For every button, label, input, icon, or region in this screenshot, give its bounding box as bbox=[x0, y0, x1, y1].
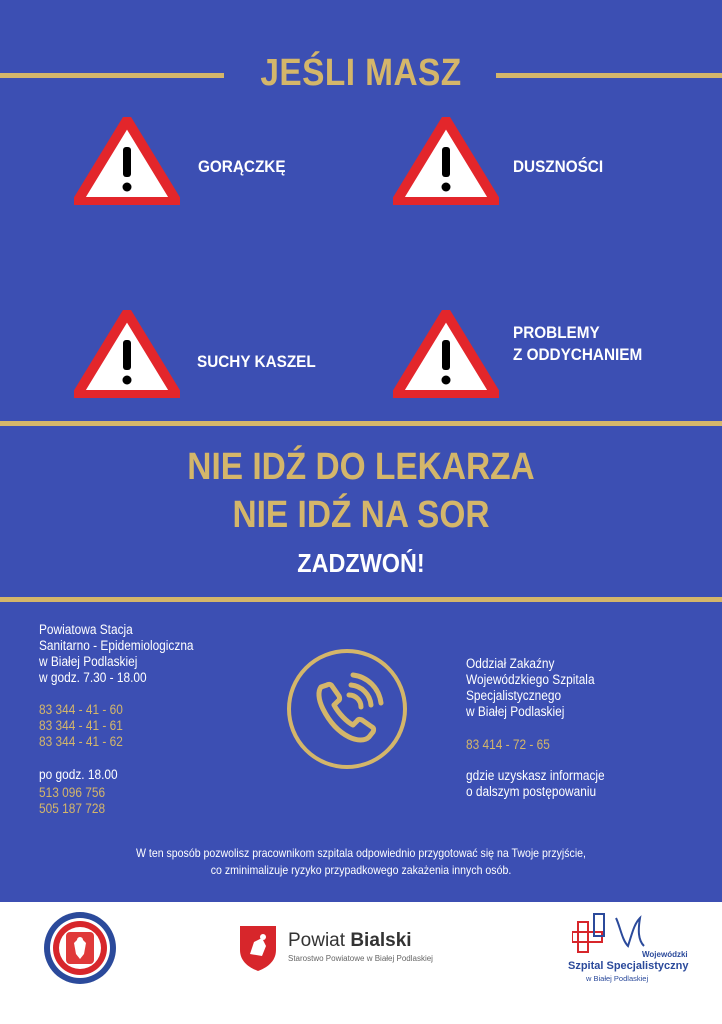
warning-doctor: NIE IDŹ DO LEKARZA bbox=[187, 446, 535, 488]
phone-number: 505 187 728 bbox=[39, 801, 106, 816]
powiat-name-bold: Bialski bbox=[350, 930, 412, 951]
call-to-action: ZADZWOŃ! bbox=[297, 548, 425, 578]
hospital-top: Wojewódzki bbox=[642, 950, 688, 959]
symptom-fever: GORĄCZKĘ bbox=[198, 157, 286, 176]
right-contact-name: w Białej Podlaskiej bbox=[466, 704, 565, 719]
right-contact bbox=[466, 656, 605, 800]
phone-number: 83 344 - 41 - 62 bbox=[39, 734, 123, 749]
footnote-line2: co zminimalizuje ryzyko przypadkowego zakażenia innych osób. bbox=[210, 863, 512, 877]
left-contact-name: Powiatowa Stacja bbox=[39, 622, 133, 637]
footnote-line1: W ten sposób pozwolisz pracownikom szpitala odpowiednio przygotować się na Twoje przyjście, bbox=[135, 846, 586, 860]
info-line: gdzie uzyskasz informacje bbox=[466, 768, 605, 783]
phone-number: 83 414 - 72 - 65 bbox=[466, 737, 550, 752]
right-contact-name: Wojewódzkiego Szpitala bbox=[466, 672, 595, 687]
left-contact-name: Sanitarno - Epidemiologiczna bbox=[39, 638, 194, 653]
page-title: JEŚLI MASZ bbox=[260, 52, 462, 94]
phone-number: 83 344 - 41 - 60 bbox=[39, 702, 123, 717]
symptom-breathing-line2: Z ODDYCHANIEM bbox=[513, 345, 643, 364]
left-contact bbox=[39, 622, 194, 817]
warning-triangle-icon bbox=[74, 117, 180, 205]
phone-number: 83 344 - 41 - 61 bbox=[39, 718, 123, 733]
symptom-dry-cough: SUCHY KASZEL bbox=[197, 352, 316, 371]
after-hours-label: po godz. 18.00 bbox=[39, 767, 118, 782]
symptom-breathing-line1: PROBLEMY bbox=[513, 323, 600, 342]
divider-bottom bbox=[0, 597, 722, 602]
info-line: o dalszym postępowaniu bbox=[466, 784, 597, 799]
powiat-crest-icon bbox=[238, 924, 278, 977]
powiat-name-light: Powiat bbox=[288, 930, 351, 951]
warning-triangle-icon bbox=[393, 310, 499, 398]
phone-number: 513 096 756 bbox=[39, 785, 106, 800]
phone-ringing-icon bbox=[285, 647, 409, 771]
warning-triangle-icon bbox=[393, 117, 499, 205]
symptom-dyspnea: DUSZNOŚCI bbox=[513, 157, 604, 176]
right-contact-name: Oddział Zakaźny bbox=[466, 656, 555, 671]
warning-triangle-icon bbox=[74, 310, 180, 398]
left-contact-hours: w godz. 7.30 - 18.00 bbox=[39, 670, 147, 685]
left-contact-name: w Białej Podlaskiej bbox=[39, 654, 138, 669]
symptom-breathing-problems bbox=[513, 322, 642, 366]
divider-top bbox=[0, 421, 722, 426]
sanepid-logo bbox=[42, 910, 118, 991]
hospital-city: w Białej Podlaskiej bbox=[586, 974, 649, 983]
powiat-subtitle: Starostwo Powiatowe w Białej Podlaskiej bbox=[288, 954, 433, 963]
right-contact-name: Specjalistycznego bbox=[466, 688, 562, 703]
hospital-name: Szpital Specjalistyczny bbox=[568, 960, 689, 972]
warning-sor: NIE IDŹ NA SOR bbox=[232, 494, 490, 536]
powiat-name bbox=[288, 930, 412, 952]
